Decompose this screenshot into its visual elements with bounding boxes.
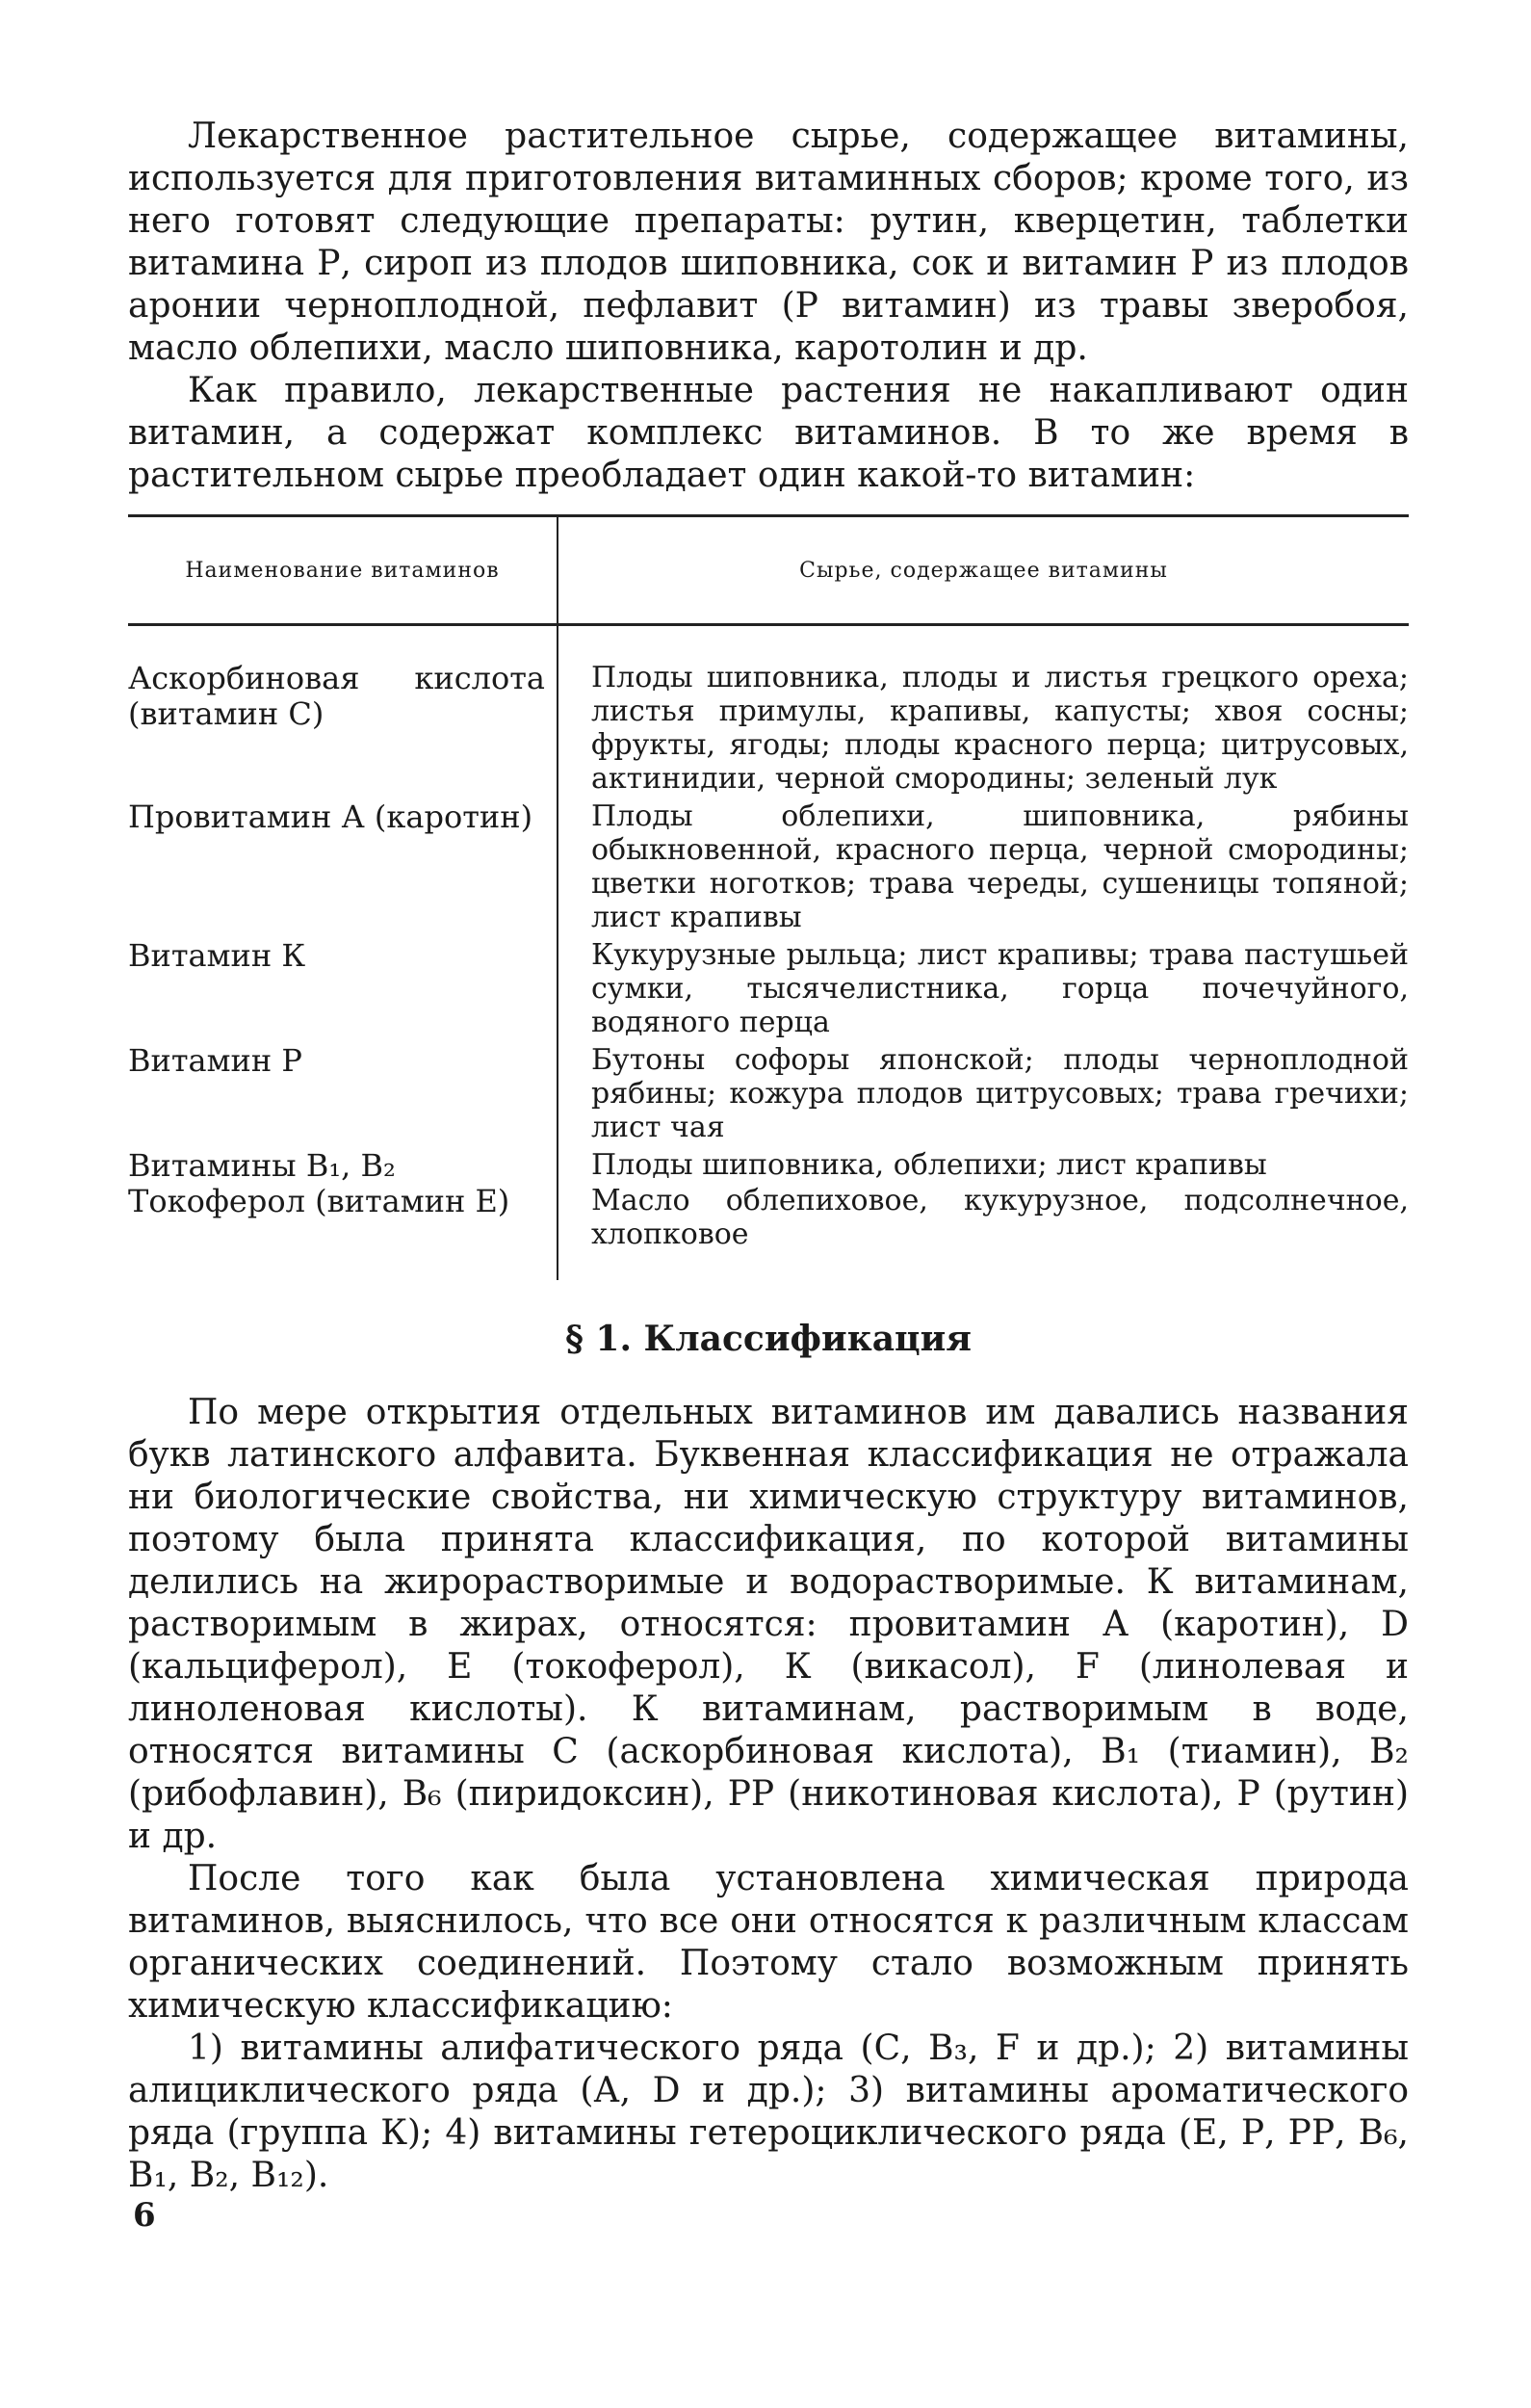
table-row — [128, 938, 1409, 1039]
table-row — [128, 1148, 1409, 1184]
intro-paragraph-1: Лекарственное растительное сырье, содержащее витамины, используется для приготовления витаминных сборов; кроме того, из него готовят следующие препараты: рутин, кверцетин, таблетки витамина Р, сироп из плодов шиповника, сок и витамин Р из плодов аронии черноплодной, пефлавит (Р витамин) из травы зверобоя, масло облепихи, масло шиповника, каротолин и др. — [128, 117, 1409, 368]
vitamin-source: Бутоны софоры японской; плоды черноплодной рябины; кожура плодов цитрусовых; трава гречихи; лист чая — [591, 1043, 1409, 1144]
vitamin-name: Витамин Р — [128, 1042, 302, 1079]
vitamin-name: Аскорбиновая кислота (витамин С) — [128, 660, 545, 732]
table-body — [128, 626, 1409, 1280]
vitamin-source: Масло облепиховое, кукурузное, подсолнечное, хлопковое — [591, 1184, 1409, 1251]
vitamin-source: Плоды облепихи, шиповника, рябины обыкновенной, красного перца, черной смородины; цветки ноготков; трава череды, сушеницы топяной; лист крапивы — [591, 799, 1409, 934]
vitamin-name: Провитамин А (каротин) — [128, 798, 533, 835]
table-row — [128, 1043, 1409, 1144]
vitamin-table — [128, 514, 1409, 1280]
vitamin-name: Токоферол (витамин Е) — [128, 1183, 510, 1219]
header-source: Сырье, содержащее витамины — [799, 558, 1168, 583]
section-title: § 1. Классификация — [565, 1319, 972, 1359]
table-row — [128, 799, 1409, 934]
table-row — [128, 1184, 1409, 1251]
intro-paragraph-2: Как правило, лекарственные растения не накапливают один витамин, а содержат комплекс витаминов. В то же время в растительном сырье преобладает один какой-то витамин: — [128, 371, 1409, 495]
vitamin-name: Витамины B₁, B₂ — [128, 1147, 396, 1184]
header-vitamin: Наименование витаминов — [128, 517, 558, 623]
body-paragraph-1: По мере открытия отдельных витаминов им давались названия букв латинского алфавита. Буквенная классификация не отражала ни биологические свойства, ни химическую структуру витаминов, поэтому была принята классификация, по которой витамины делились на жирорастворимые и водорастворимые. К витаминам, растворимым в жирах, относятся: провитамин А (каротин), D (кальциферол), Е (токоферол), К (викасол), F (линолевая и линоленовая кислоты). К витаминам, растворимым в воде, относятся витамины С (аскорбиновая кислота), B₁ (тиамин), B₂ (рибофлавин), B₆ (пиридоксин), РР (никотиновая кислота), Р (рутин) и др. — [128, 1393, 1409, 1856]
body-paragraph-2: После того как была установлена химическая природа витаминов, выяснилось, что все они относятся к различным классам органических соединений. Поэтому стало возможным принять химическую классификацию: — [128, 1859, 1409, 2026]
vitamin-source: Плоды шиповника, плоды и листья грецкого ореха; листья примулы, крапивы, капусты; хвоя сосны; фрукты, ягоды; плоды красного перца; цитрусовых, актинидии, черной смородины; зеленый лук — [591, 661, 1409, 796]
page-number: 6 — [133, 2196, 156, 2235]
vitamin-source: Плоды шиповника, облепихи; лист крапивы — [591, 1148, 1267, 1182]
body-paragraph-3: 1) витамины алифатического ряда (С, B₃, F и др.); 2) витамины алициклического ряда (А, D и др.); 3) витамины ароматического ряда (группа К); 4) витамины гетероциклического ряда (Е, Р, РР, B₆, B₁, B₂, B₁₂). — [128, 2028, 1409, 2195]
page-content — [128, 116, 1409, 2197]
vitamin-name: Витамин К — [128, 937, 306, 974]
table-row — [128, 661, 1409, 796]
vitamin-source: Кукурузные рыльца; лист крапивы; трава пастушьей сумки, тысячелистника, горца почечуйного, водяного перца — [591, 938, 1409, 1039]
table-header — [128, 517, 1409, 626]
